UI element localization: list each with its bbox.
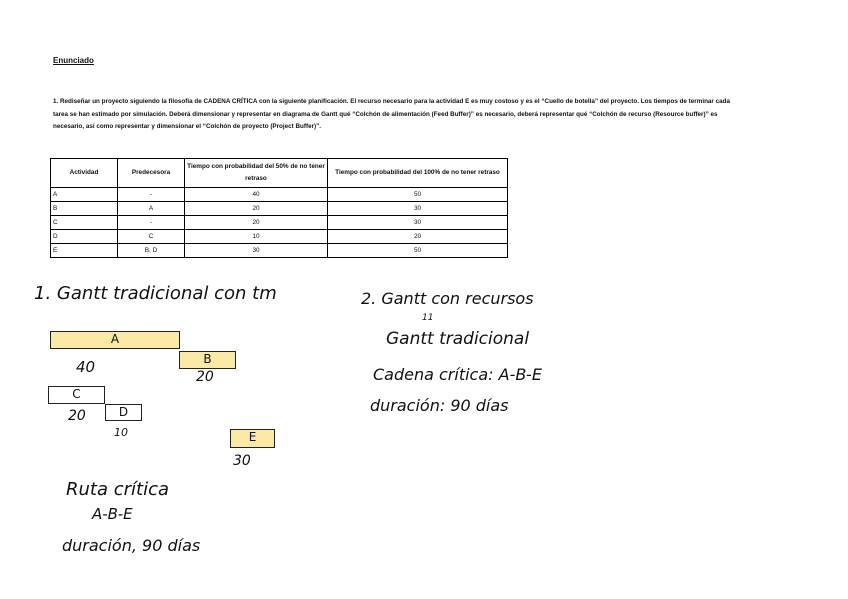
cell-time-50: 40 <box>185 188 328 202</box>
cell-time-100: 50 <box>328 244 508 258</box>
cell-activity: B <box>51 202 118 216</box>
gantt-bar-b: B <box>179 351 236 369</box>
gantt-bar-c: C <box>48 386 105 404</box>
cell-time-100: 20 <box>328 230 508 244</box>
cell-activity: D <box>51 230 118 244</box>
cell-predecessor: B, D <box>118 244 185 258</box>
cell-time-100: 30 <box>328 216 508 230</box>
table-row <box>51 202 508 216</box>
gantt-bar-d-duration: 10 <box>114 426 128 439</box>
heading: Enunciado <box>53 56 94 65</box>
gantt-traditional-subtitle: Gantt tradicional <box>386 329 530 349</box>
ditto-mark: 11 <box>422 313 434 323</box>
table-row <box>51 216 508 230</box>
gantt-bar-a-duration: 40 <box>76 358 96 376</box>
duration-2: duración: 90 días <box>370 396 509 415</box>
table-row <box>51 188 508 202</box>
col-activity: Actividad <box>51 159 118 188</box>
cell-activity: C <box>51 216 118 230</box>
col-time-100: Tiempo con probabilidad del 100% de no tener retraso <box>328 159 508 188</box>
problem-statement: 1. Rediseñar un proyecto siguiendo la filosofía de CADENA CRÍTICA con la siguiente planificación. El recurso necesario para la actividad E es muy costoso y es el “Cuello de botella” del proyecto. Los tiempos de terminar cada tarea se han estimado por simulación. Deberá dimensionar y representar en diagrama de Gantt qué “Colchón de alimentación (Feed Buffer)” es necesario, deberá representar qué “Colchón de recurso (Resource buffer)” es necesario, así como representar y dimensionar el “Colchón de proyecto (Project Buffer)”. <box>53 98 730 130</box>
duration-1: duración, 90 días <box>62 536 201 555</box>
activities-table <box>50 158 508 258</box>
cell-time-50: 30 <box>185 244 328 258</box>
table-header-row <box>51 159 508 188</box>
gantt-bar-b-duration: 20 <box>196 369 214 385</box>
gantt-resources-title: 2. Gantt con recursos <box>361 289 534 308</box>
cell-activity: A <box>51 188 118 202</box>
cell-time-50: 20 <box>185 202 328 216</box>
cell-time-50: 10 <box>185 230 328 244</box>
cell-time-100: 50 <box>328 188 508 202</box>
cell-predecessor: - <box>118 188 185 202</box>
gantt-bar-d: D <box>105 404 142 421</box>
gantt-traditional-title: 1. Gantt tradicional con tm <box>34 283 277 304</box>
gantt-bar-e-duration: 30 <box>233 453 251 469</box>
critical-chain-label: Cadena crítica: A-B-E <box>373 365 542 384</box>
cell-predecessor: - <box>118 216 185 230</box>
gantt-bar-c-duration: 20 <box>68 408 86 424</box>
gantt-bar-a: A <box>50 331 180 349</box>
critical-path-sequence: A-B-E <box>92 505 133 523</box>
cell-time-100: 30 <box>328 202 508 216</box>
col-time-50: Tiempo con probabilidad del 50% de no tener retraso <box>185 159 328 188</box>
cell-activity: E <box>51 244 118 258</box>
cell-time-50: 20 <box>185 216 328 230</box>
table-row <box>51 244 508 258</box>
col-predecessor: Predecesora <box>118 159 185 188</box>
cell-predecessor: C <box>118 230 185 244</box>
cell-predecessor: A <box>118 202 185 216</box>
table-row <box>51 230 508 244</box>
gantt-bar-e: E <box>230 429 275 448</box>
critical-path-label: Ruta crítica <box>66 479 170 500</box>
